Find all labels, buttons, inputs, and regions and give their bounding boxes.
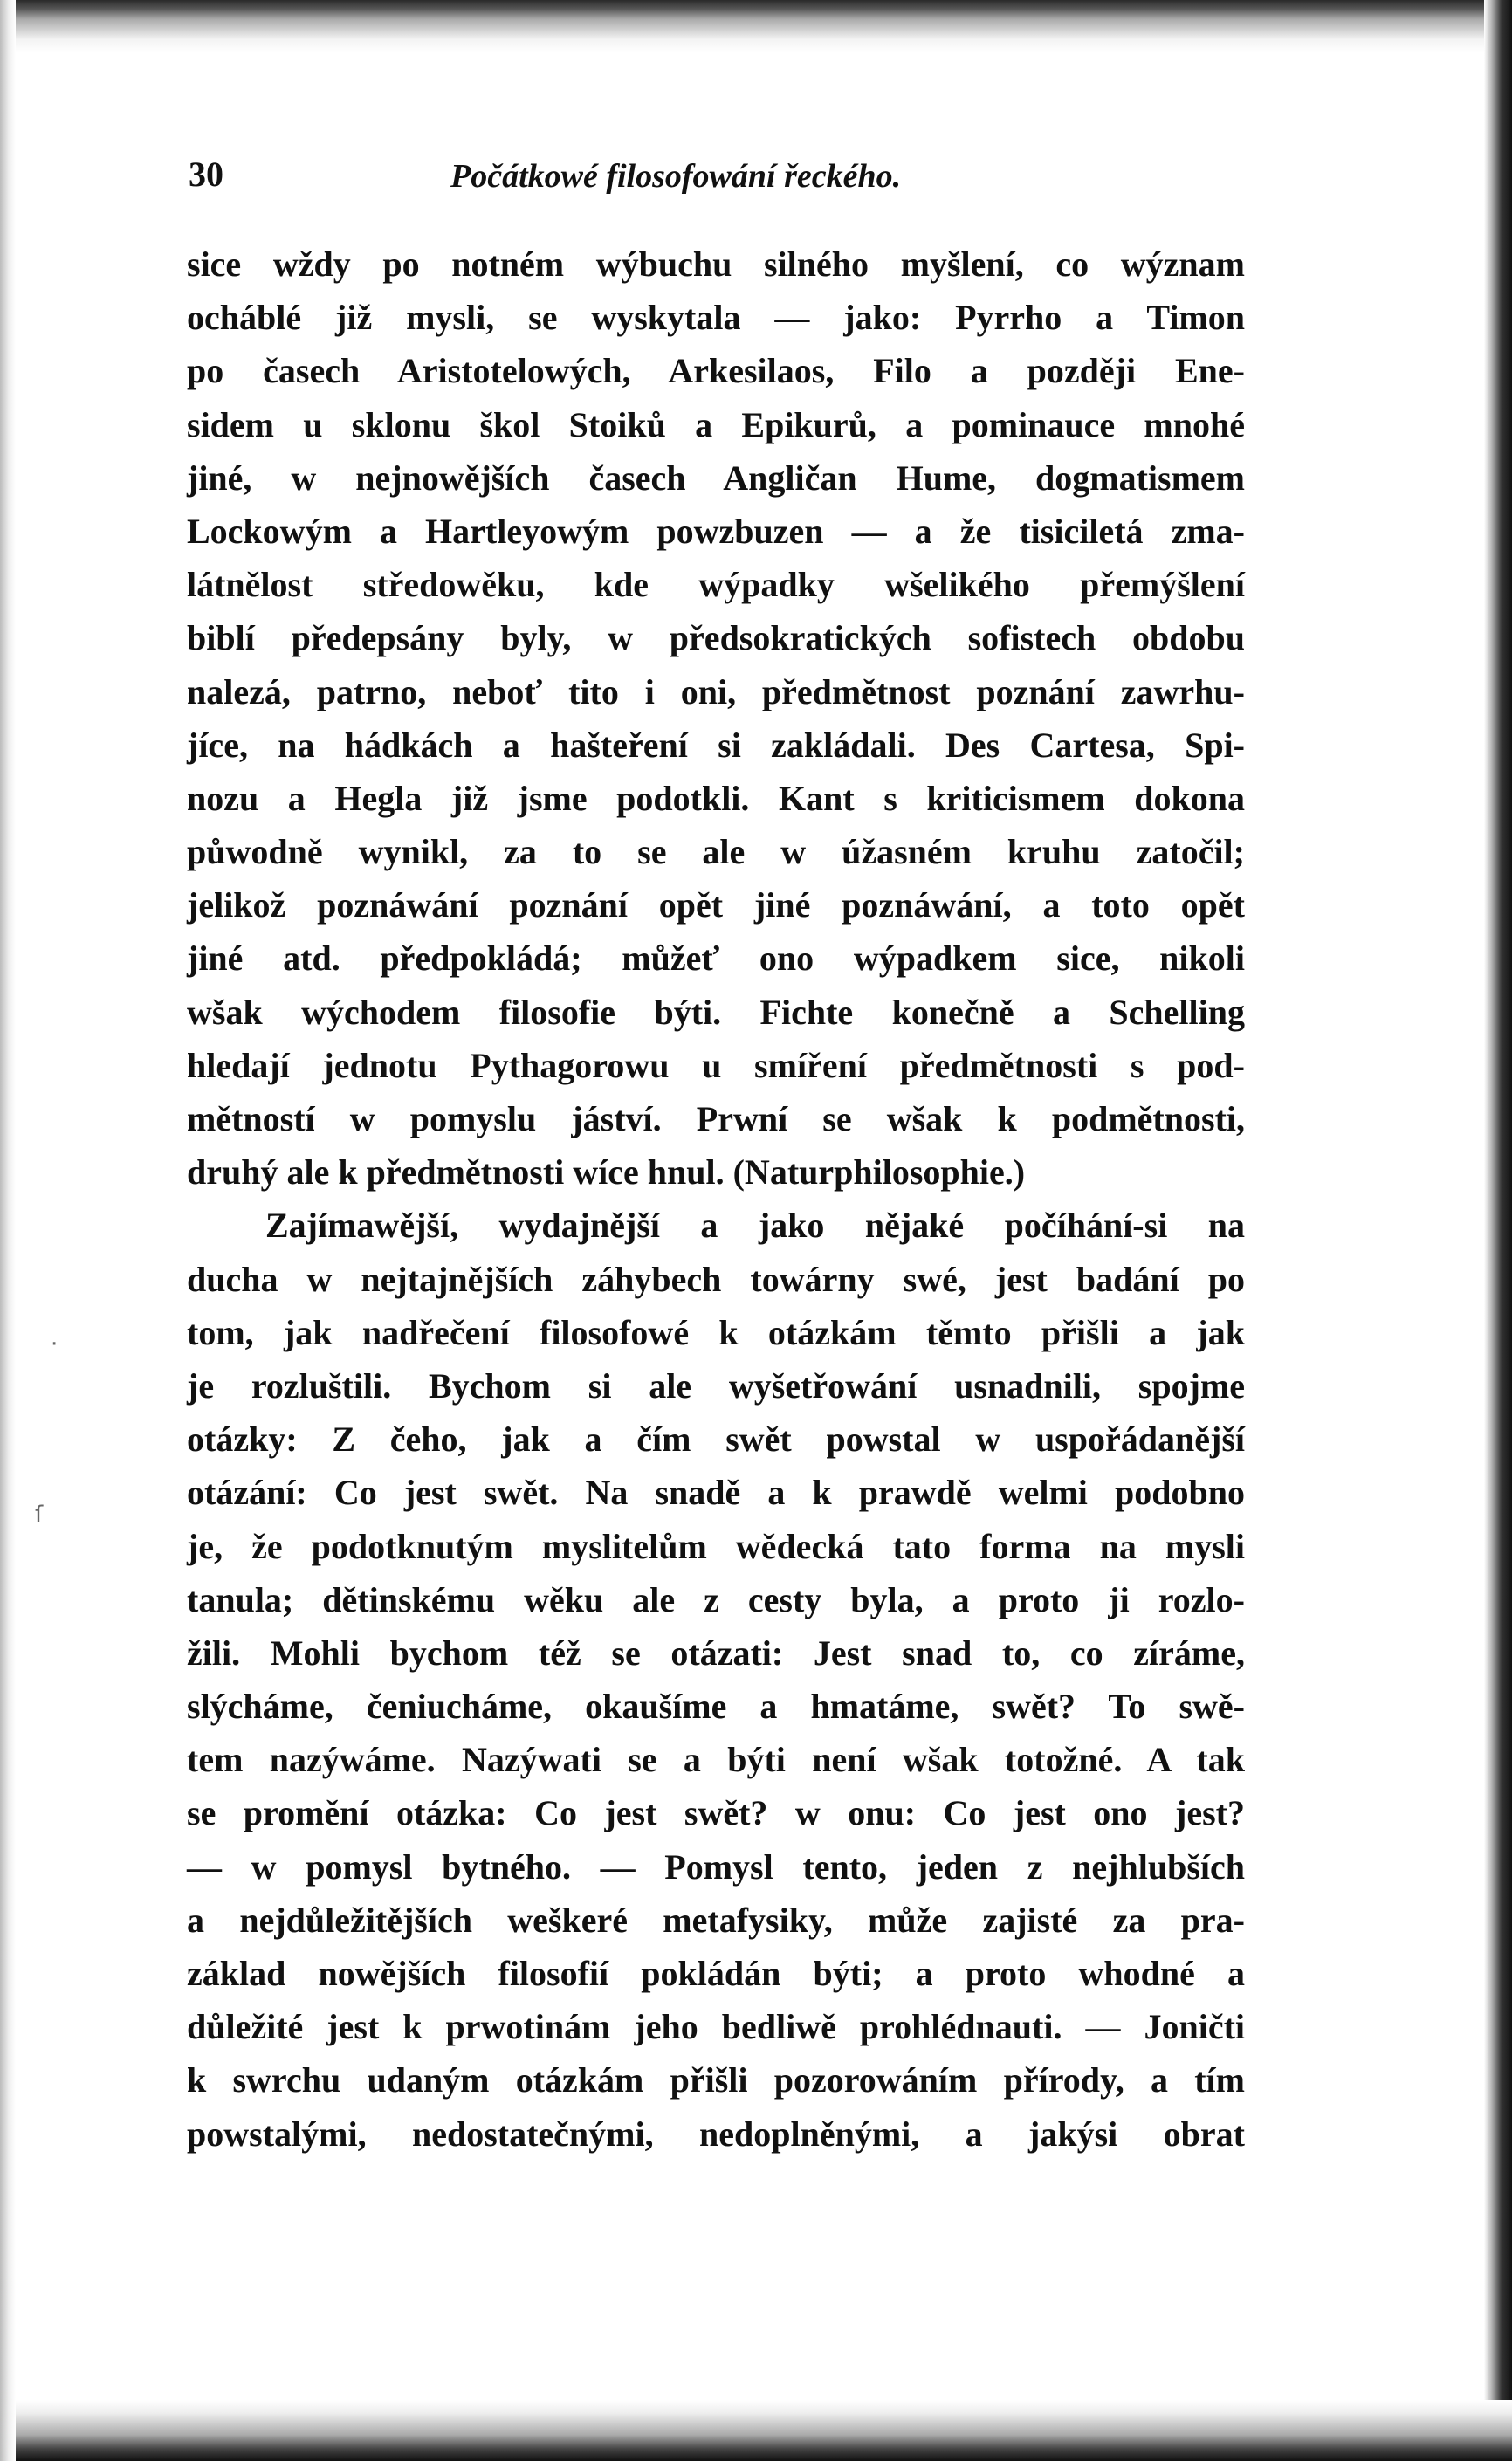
text-line: otázky: Z čeho, jak a čím swět powstal w uspořádanější [187,1420,1245,1460]
running-head: Počátkowé filosofowání řeckého. [450,158,902,195]
text-line: a nejdůležitějších weškeré metafysiky, může zajisté za pra- [187,1900,1245,1940]
text-line: — w pomysl bytného. — Pomysl tento, jeden z nejhlubších [187,1846,1245,1887]
scan-edge-left [0,0,16,2461]
margin-speck: ſ [35,1502,44,1528]
scan-edge-right [1484,0,1512,2461]
margin-speck: · [51,1331,58,1358]
text-line: slýcháme, čeniucháme, okaušíme a hmatáme, swět? To swě- [187,1687,1245,1727]
text-line: základ nowějších filosofií pokládán býti; a proto whodné a [187,1954,1245,1993]
text-line: tem nazýwáme. Nazýwati se a býti není wšak totožné. A tak [187,1740,1245,1780]
text-line: po časech Aristotelowých, Arkesilaos, Filo a později Ene- [187,351,1245,391]
text-line: wšak wýchodem filosofie býti. Fichte konečně a Schelling [187,992,1245,1032]
text-line: tom, jak nadřečení filosofowé k otázkám těmto přišli a jak [187,1312,1245,1352]
text-line: hledají jednotu Pythagorowu u smíření předmětnosti s pod- [187,1045,1245,1085]
text-line: sice wždy po notném wýbuchu silného myšlení, co wýznam [187,244,1245,284]
paragraph-end-line: druhý ale k předmětnosti wíce hnul. (Naturphilosophie.) [187,1152,1026,1193]
text-line: powstalými, nedostatečnými, nedoplněnými, a jakýsi obrat [187,2114,1245,2154]
text-line: nozu a Hegla již jsme podotkli. Kant s kriticismem dokona [187,778,1245,818]
text-line: jelikož poznáwání poznání opět jiné poznáwání, a toto opět [187,885,1245,925]
text-line: ducha w nejtajnějších záhybech towárny swé, jest badání po [187,1259,1245,1299]
page-header [189,154,1247,206]
text-line: látnělost středowěku, kde wýpadky wšelikého přemýšlení [187,565,1245,605]
text-line: Lockowým a Hartleyowým powzbuzen — a že tisiciletá zma- [187,511,1245,551]
text-line: nalezá, patrno, neboť tito i oni, předmětnost poznání zawrhu- [187,671,1245,711]
text-line: se promění otázka: Co jest swět? w onu: Co jest ono jest? [187,1793,1245,1833]
text-line: jiné, w nejnowějších časech Angličan Hume, dogmatismem [187,457,1245,498]
text-line: biblí předepsány byly, w předsokratických sofistech obdobu [187,618,1245,658]
scan-edge-bottom [0,2400,1512,2461]
text-line: jíce, na hádkách a hašteření si zakládali. Des Cartesa, Spi- [187,725,1245,765]
text-line: otázání: Co jest swět. Na snadě a k prawdě welmi podobno [187,1473,1245,1513]
text-line: mětností w pomyslu jáství. Prwní se wšak k podmětnosti, [187,1099,1245,1138]
text-line: tanula; dětinskému wěku ale z cesty byla, a proto ji rozlo- [187,1579,1245,1619]
text-line: k swrchu udaným otázkám přišli pozorowáním přírody, a tím [187,2060,1245,2100]
text-line: je rozluštili. Bychom si ale wyšetřowání usnadnili, spojme [187,1365,1245,1406]
body-text [187,237,1245,2161]
text-line: ocháblé již mysli, se wyskytala — jako: Pyrrho a Timon [187,298,1245,338]
page-number: 30 [189,155,223,194]
text-line: důležité jest k prwotinám jeho bedliwě prohlédnauti. — Joničti [187,2007,1245,2047]
paragraph-start-line: Zajímawější, wydajnější a jako nějaké počíhání-si na [265,1206,1245,1246]
text-line: sidem u sklonu škol Stoiků a Epikurů, a pominauce mnohé [187,404,1245,444]
scan-edge-top [0,0,1512,52]
text-line: žili. Mohli bychom též se otázati: Jest snad to, co zíráme, [187,1633,1245,1673]
text-line: je, že podotknutým myslitelům wědecká tato forma na mysli [187,1526,1245,1566]
text-line: jiné atd. předpokládá; můžeť ono wýpadkem sice, nikoli [187,938,1245,979]
text-line: půwodně wynikl, za to se ale w úžasném kruhu zatočil; [187,832,1245,872]
